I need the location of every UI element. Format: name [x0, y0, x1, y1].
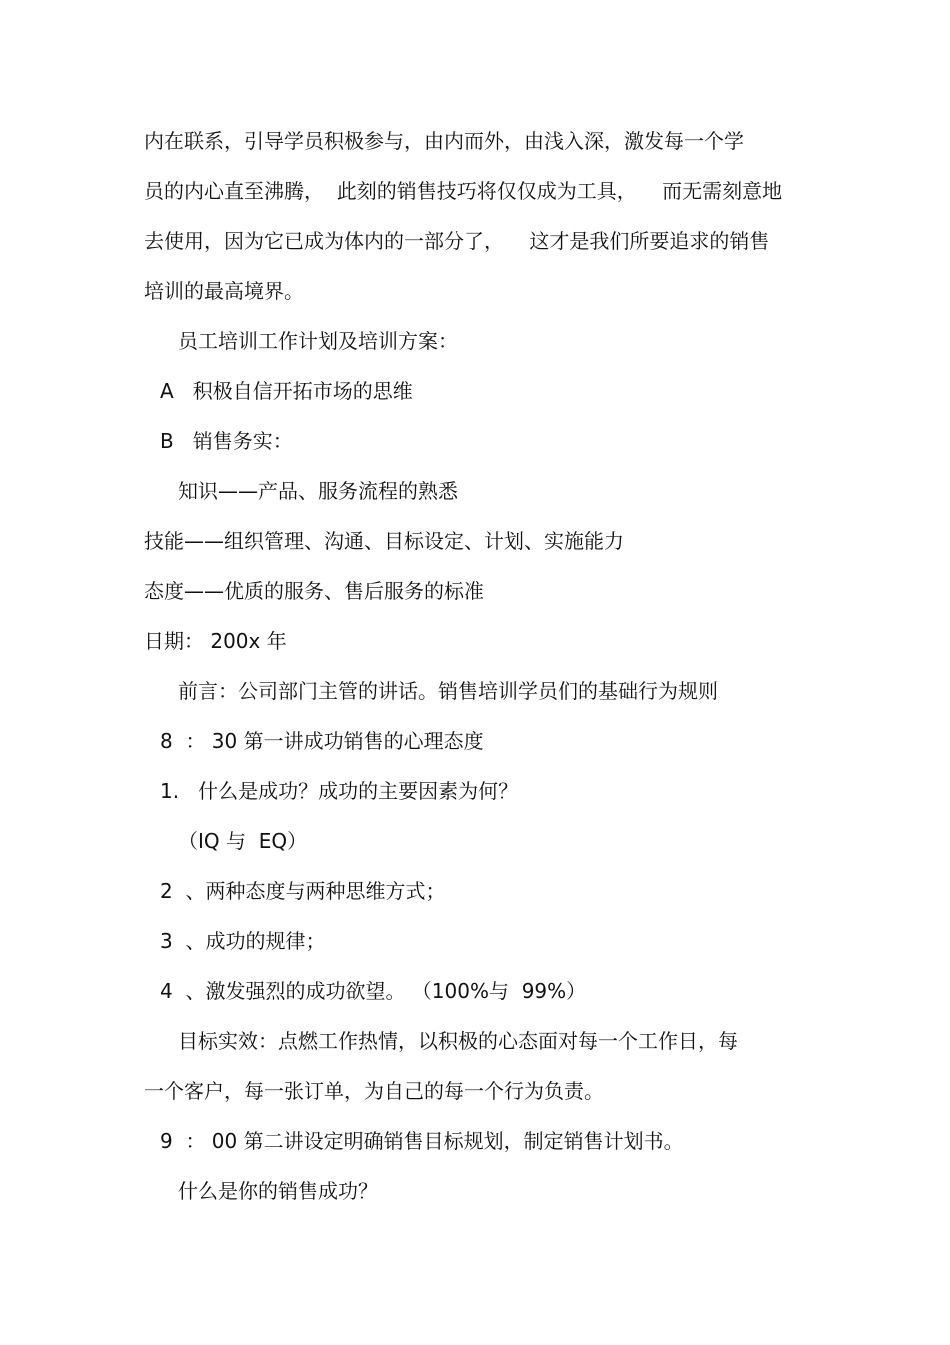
- skills-line: 技能——组织管理、沟通、目标设定、计划、实施能力: [144, 529, 624, 553]
- section-heading: 员工培训工作计划及培训方案：: [178, 329, 458, 353]
- preface-line: 前言：公司部门主管的讲话。销售培训学员们的基础行为规则: [178, 679, 718, 703]
- list-item-b: B 销售务实：: [160, 429, 293, 453]
- paragraph-line-3: 去使用，因为它已成为体内的一部分了， 这才是我们所要追求的销售: [144, 229, 770, 253]
- paragraph-line-4: 培训的最高境界。: [144, 279, 304, 303]
- goal-line-2: 一个客户，每一张订单，为自己的每一个行为负责。: [144, 1079, 604, 1103]
- goal-line-1: 目标实效：点燃工作热情，以积极的心态面对每一个工作日，每: [178, 1029, 738, 1053]
- knowledge-line: 知识——产品、服务流程的熟悉: [178, 479, 458, 503]
- schedule-item-900: 9 ： 00 第二讲设定明确销售目标规划，制定销售计划书。: [160, 1129, 684, 1153]
- attitude-line: 态度——优质的服务、售后服务的标准: [144, 579, 484, 603]
- date-line: 日期： 200x 年: [144, 629, 287, 653]
- paragraph-line-1: 内在联系，引导学员积极参与，由内而外，由浅入深，激发每一个学: [144, 129, 744, 153]
- list-item-3: 3 、成功的规律；: [160, 929, 326, 953]
- paragraph-line-2: 员的内心直至沸腾， 此刻的销售技巧将仅仅成为工具， 而无需刻意地: [144, 179, 783, 203]
- list-item-1: 1. 什么是成功？成功的主要因素为何？: [160, 779, 519, 803]
- list-item-1-note: （IQ 与 EQ）: [178, 829, 308, 853]
- list-item-a: A 积极自信开拓市场的思维: [160, 379, 413, 403]
- question-line: 什么是你的销售成功？: [178, 1179, 378, 1203]
- schedule-item-830: 8 ： 30 第一讲成功销售的心理态度: [160, 729, 484, 753]
- list-item-2: 2 、两种态度与两种思维方式；: [160, 879, 446, 903]
- list-item-4: 4 、激发强烈的成功欲望。 （100%与 99%）: [160, 979, 587, 1003]
